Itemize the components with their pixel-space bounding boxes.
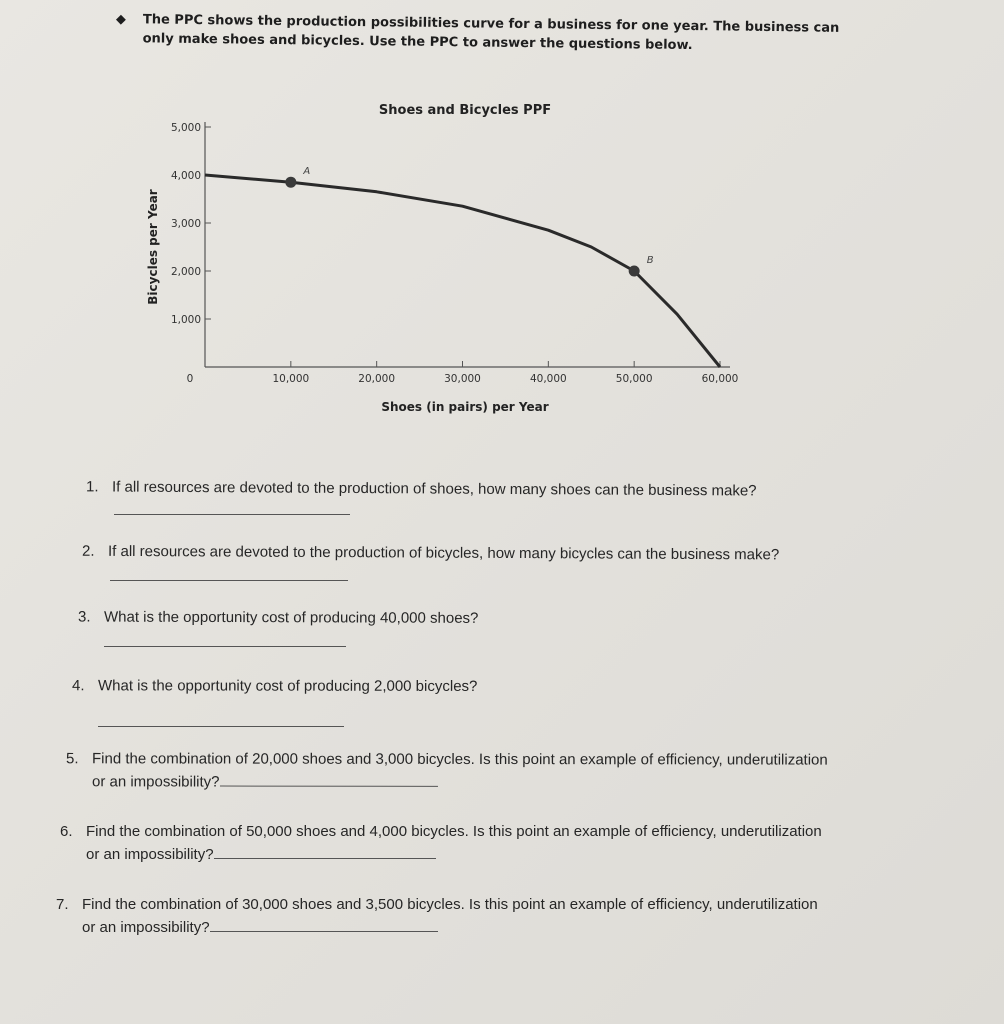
point-a [285, 177, 296, 188]
question-text: If all resources are devoted to the production of shoes, how many shoes can the business make? [111, 478, 757, 500]
ppf-chart [140, 92, 760, 432]
y-tick-label: 1,000 [170, 314, 201, 326]
x-axis-label: Shoes (in pairs) per Year [381, 400, 549, 414]
y-axis-label: Bicycles per Year [146, 189, 160, 305]
question-number: 5. [66, 750, 79, 768]
question-text: What is the opportunity cost of producing 2,000 bicycles? [97, 677, 478, 695]
question-number: 2. [81, 542, 95, 560]
question-text-line2: or an impossibility? [86, 846, 214, 863]
question-4 [72, 674, 932, 699]
point-b [629, 266, 640, 277]
origin-label: 0 [186, 373, 194, 385]
intro-paragraph [116, 10, 846, 57]
answer-blank-1[interactable] [114, 514, 350, 515]
question-6 [60, 820, 920, 866]
question-text-line2: or an impossibility? [91, 773, 220, 791]
question-text: If all resources are devoted to the production of bicycles, how many bicycles can the business make? [107, 542, 780, 564]
x-tick-label: 30,000 [444, 373, 481, 385]
y-tick-label: 5,000 [170, 122, 201, 134]
question-number: 4. [71, 677, 85, 695]
x-tick-label: 50,000 [615, 373, 653, 385]
question-text: Find the combination of 20,000 shoes and 3,000 bicycles. Is this point an example of efficiency, underutilization [92, 750, 828, 769]
x-tick-label: 40,000 [529, 373, 567, 385]
ppf-curve [205, 175, 720, 367]
question-number: 1. [85, 478, 99, 496]
y-tick-label: 4,000 [170, 170, 201, 182]
question-3 [78, 605, 938, 631]
y-tick-label: 3,000 [170, 218, 201, 230]
question-5 [66, 747, 926, 795]
question-text: Find the combination of 50,000 shoes and 4,000 bicycles. Is this point an example of efficiency, underutilization [86, 823, 822, 840]
x-tick-label: 60,000 [701, 373, 739, 385]
question-number: 6. [60, 823, 73, 840]
question-text-line2: or an impossibility? [82, 919, 210, 936]
question-number: 3. [77, 608, 91, 626]
question-7 [56, 893, 916, 939]
question-number: 7. [56, 896, 69, 913]
question-1 [86, 475, 946, 503]
diamond-bullet-icon: ◆ [115, 11, 126, 28]
answer-blank-4[interactable] [98, 726, 344, 727]
intro-text: The PPC shows the production possibilities curve for a business for one year. The business can only make shoes and bicycles. Use the PPC to answer the questions below. [142, 12, 840, 54]
answer-blank-7[interactable] [210, 931, 438, 932]
x-tick-label: 10,000 [272, 373, 310, 385]
chart-title: Shoes and Bicycles PPF [378, 103, 552, 118]
question-text: Find the combination of 30,000 shoes and 3,500 bicycles. Is this point an example of efficiency, underutilization [82, 896, 818, 913]
question-text: What is the opportunity cost of producing 40,000 shoes? [103, 608, 479, 627]
point-label: B [646, 255, 654, 266]
y-tick-label: 2,000 [170, 266, 201, 278]
answer-blank-3[interactable] [104, 646, 346, 647]
x-tick-label: 20,000 [358, 373, 396, 385]
point-label: A [303, 166, 311, 178]
answer-blank-2[interactable] [110, 580, 348, 581]
question-2 [82, 540, 942, 568]
answer-blank-6[interactable] [214, 858, 436, 859]
answer-blank-5[interactable] [220, 786, 438, 787]
